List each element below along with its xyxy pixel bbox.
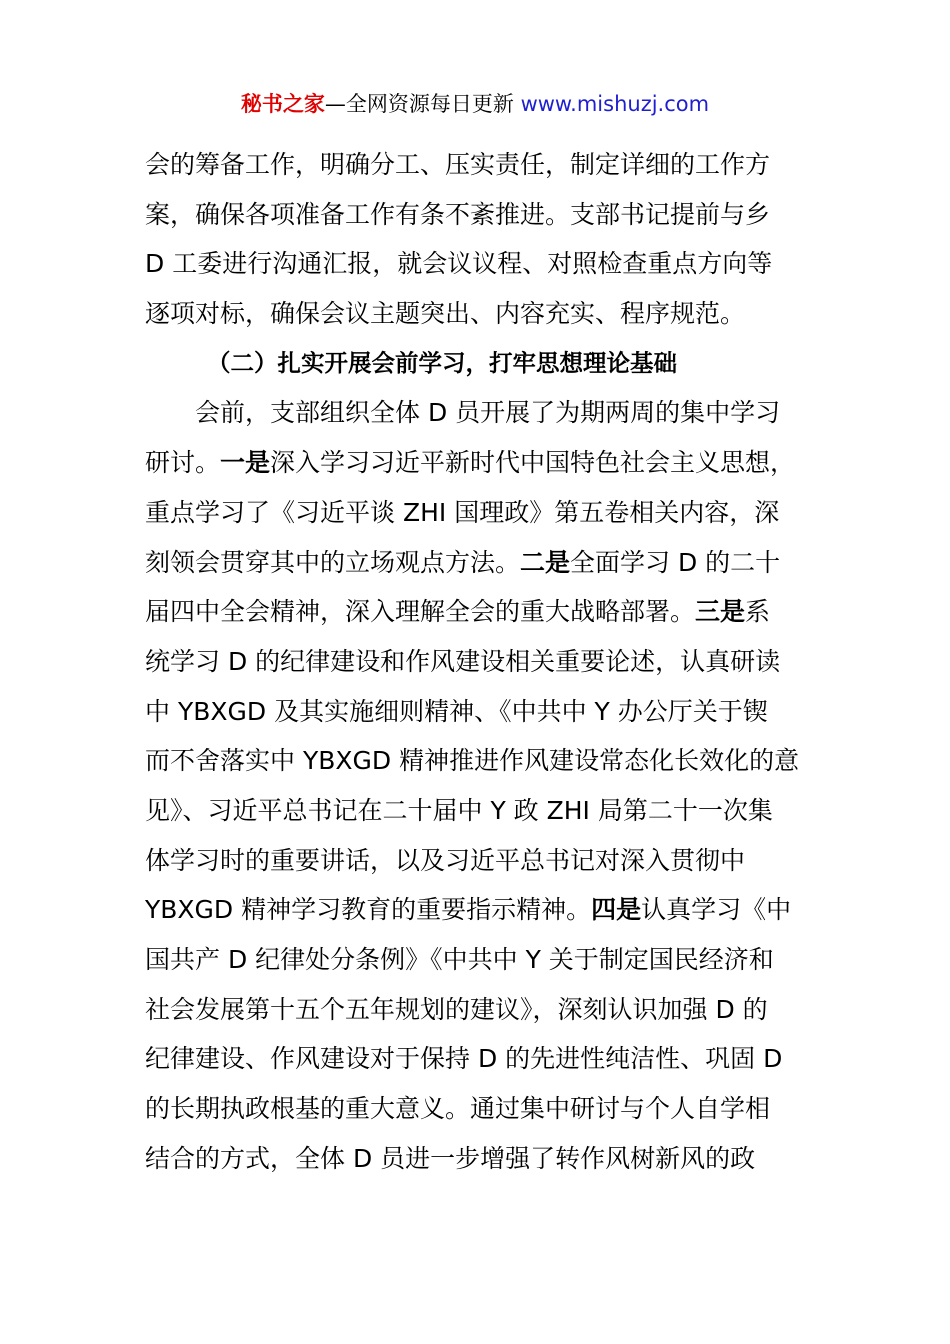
text-line: [145, 140, 810, 190]
text-segment: 刻领会贯穿其中的立场观点方法。: [145, 547, 521, 577]
text-segment: 案，确保各项准备工作有条不紊推进。支部书记提前与乡: [145, 199, 771, 229]
text-line: [145, 736, 810, 786]
text-segment: 会前，支部组织全体 D 员开展了为期两周的集中学习: [195, 398, 781, 428]
text-segment: 届四中全会精神，深入理解全会的重大战略部署。: [145, 597, 696, 627]
header-tagline: —全网资源每日更新: [324, 92, 521, 116]
text-line: [145, 190, 810, 240]
text-segment: 系: [745, 597, 771, 627]
text-line: [145, 985, 810, 1035]
brand-name: 秘书之家: [240, 92, 325, 116]
text-line: [145, 388, 810, 438]
text-segment: 会的筹备工作，明确分工、压实责任，制定详细的工作方: [145, 150, 771, 179]
text-segment: 而不舍落实中 YBXGD 精神推进作风建设常态化长效化的意: [145, 746, 800, 776]
text-segment: 国共产 D 纪律处分条例》《中共中 Y 关于制定国民经济和: [145, 945, 774, 974]
text-segment: 全面学习 D 的二十: [570, 547, 781, 577]
text-segment: 纪律建设、作风建设对于保持 D 的先进性纯洁性、巩固 D: [145, 1044, 783, 1074]
text-line: [145, 637, 810, 687]
text-line: [145, 538, 810, 588]
text-line: [145, 239, 810, 289]
bold-text-segment: （二）扎实开展会前学习，打牢思想理论基础: [207, 348, 677, 377]
text-line: [145, 1084, 810, 1134]
text-line: [145, 289, 810, 339]
text-segment: D 工委进行沟通汇报，就会议议程、对照检查重点方向等: [145, 249, 773, 279]
text-segment: YBXGD 精神学习教育的重要指示精神。: [145, 895, 592, 925]
document-body: [145, 140, 810, 1183]
site-url-link[interactable]: www.mishuzj.com: [520, 92, 710, 116]
bold-text-segment: 三是: [695, 597, 746, 627]
text-segment: 体学习时的重要讲话，以及习近平总书记对深入贯彻中: [145, 845, 746, 875]
text-segment: 逐项对标，确保会议主题突出、内容充实、程序规范。: [145, 299, 746, 329]
text-line: [145, 1134, 810, 1184]
text-segment: 中 YBXGD 及其实施细则精神、《中共中 Y 办公厅关于锲: [145, 696, 768, 726]
section-heading: [145, 339, 810, 389]
text-line: [145, 935, 810, 985]
bold-text-segment: 四是: [591, 895, 642, 925]
text-segment: 重点学习了《习近平谈 ZHI 国理政》第五卷相关内容，深: [145, 497, 780, 527]
text-segment: 研讨。: [145, 448, 221, 478]
text-segment: 深入学习习近平新时代中国特色社会主义思想，: [270, 448, 796, 478]
site-header: [0, 86, 950, 122]
text-line: [145, 687, 810, 737]
bold-text-segment: 一是: [220, 448, 271, 478]
text-line: [145, 885, 810, 935]
text-line: [145, 836, 810, 886]
text-line: [145, 587, 810, 637]
text-segment: 社会发展第十五个五年规划的建议》，深刻认识加强 D 的: [145, 994, 768, 1024]
text-line: [145, 488, 810, 538]
text-segment: 见》、习近平总书记在二十届中 Y 政 ZHI 局第二十一次集: [145, 795, 773, 825]
text-segment: 结合的方式，全体 D 员进一步增强了转作风树新风的政: [145, 1143, 756, 1173]
text-line: [145, 786, 810, 836]
text-segment: 统学习 D 的纪律建设和作风建设相关重要论述，认真研读: [145, 646, 781, 676]
text-line: [145, 438, 810, 488]
text-segment: 的长期执政根基的重大意义。通过集中研讨与个人自学相: [145, 1094, 771, 1124]
bold-text-segment: 二是: [520, 547, 571, 577]
text-segment: 认真学习《中: [641, 895, 792, 925]
text-line: [145, 1034, 810, 1084]
